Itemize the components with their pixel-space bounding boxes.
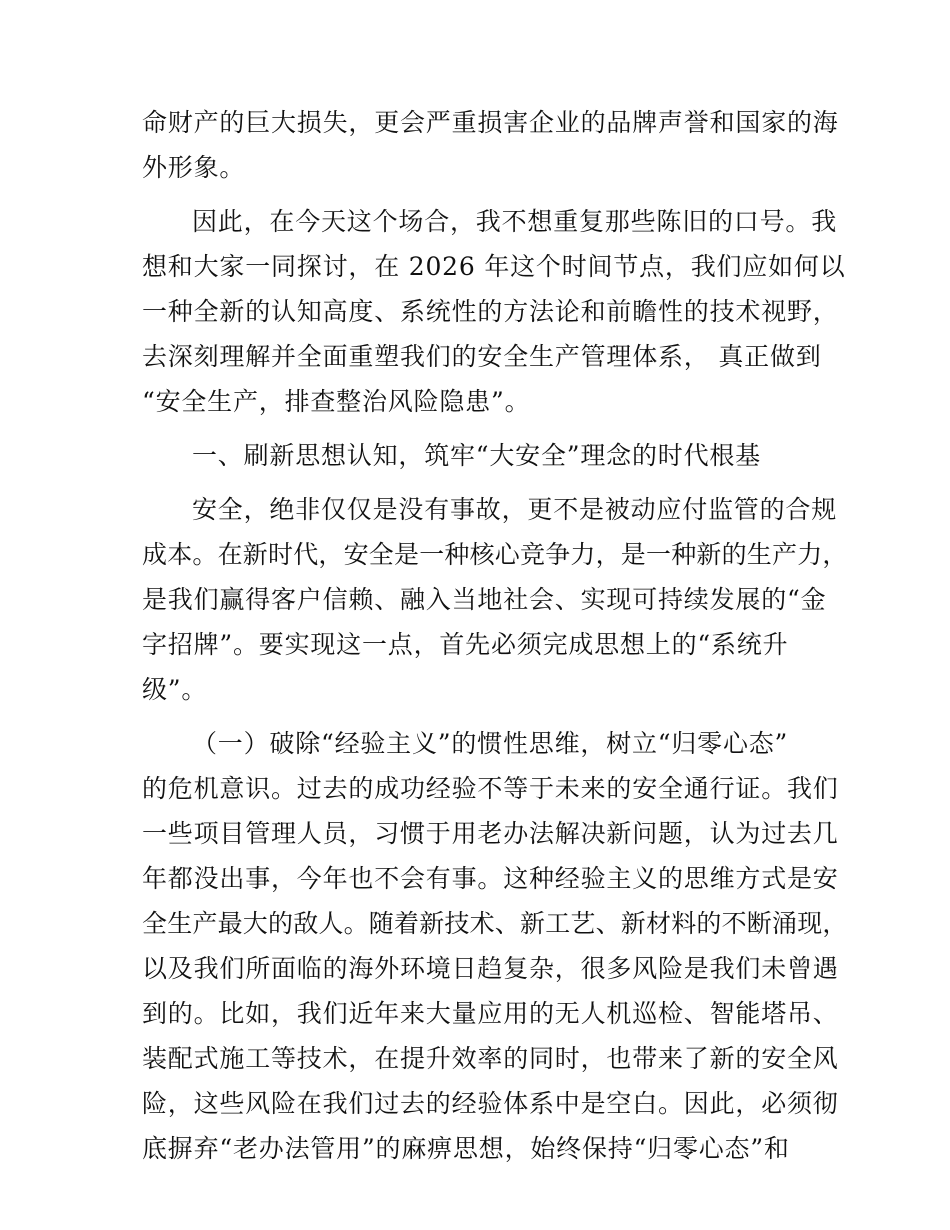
paragraph-line: 一种全新的认知高度、系统性的方法论和前瞻性的技术视野， xyxy=(142,297,839,326)
paragraph-line: 级”。 xyxy=(142,675,208,704)
paragraph-line: 一些项目管理人员，习惯于用老办法解决新问题，认为过去几 xyxy=(142,819,839,848)
paragraph-line: 命财产的巨大损失，更会严重损害企业的品牌声誉和国家的海 xyxy=(142,108,839,137)
paragraph-line: 年都没出事，今年也不会有事。这种经验主义的思维方式是安 xyxy=(142,864,839,893)
paragraph-line: 想和大家一同探讨，在 2026 年这个时间节点，我们应如何以 xyxy=(142,252,846,281)
paragraph-line: 以及我们所面临的海外环境日趋复杂，很多风险是我们未曾遇 xyxy=(142,954,839,983)
paragraph-line: 底摒弃“老办法管用”的麻痹思想，始终保持“归零心态”和 xyxy=(142,1134,790,1163)
paragraph-line: 全生产最大的敌人。随着新技术、新工艺、新材料的不断涌现， xyxy=(142,909,848,938)
paragraph-line: 字招牌”。要实现这一点，首先必须完成思想上的“系统升 xyxy=(142,630,789,659)
paragraph-line: 是我们赢得客户信赖、融入当地社会、实现可持续发展的“金 xyxy=(142,585,827,614)
paragraph-line: 的危机意识。过去的成功经验不等于未来的安全通行证。我们 xyxy=(142,774,839,803)
paragraph-line: 成本。在新时代，安全是一种核心竞争力，是一种新的生产力， xyxy=(142,540,848,569)
paragraph-line: 因此，在今天这个场合，我不想重复那些陈旧的口号。我 xyxy=(192,207,838,236)
paragraph-line: 去深刻理解并全面重塑我们的安全生产管理体系， 真正做到 xyxy=(142,342,822,371)
paragraph-line: “安全生产，排查整治风险隐患”。 xyxy=(142,387,531,416)
section-heading: 一、刷新思想认知，筑牢“大安全”理念的时代根基 xyxy=(192,441,761,470)
paragraph-line: 安全，绝非仅仅是没有事故，更不是被动应付监管的合规 xyxy=(192,495,838,524)
paragraph-line: 外形象。 xyxy=(142,153,246,182)
paragraph-line: 险，这些风险在我们过去的经验体系中是空白。因此，必须彻 xyxy=(142,1089,839,1118)
paragraph-line: 到的。比如，我们近年来大量应用的无人机巡检、智能塔吊、 xyxy=(142,999,839,1028)
subsection-heading: （一）破除“经验主义”的惯性思维，树立“归零心态” xyxy=(192,729,789,758)
paragraph-line: 装配式施工等技术，在提升效率的同时，也带来了新的安全风 xyxy=(142,1044,839,1073)
